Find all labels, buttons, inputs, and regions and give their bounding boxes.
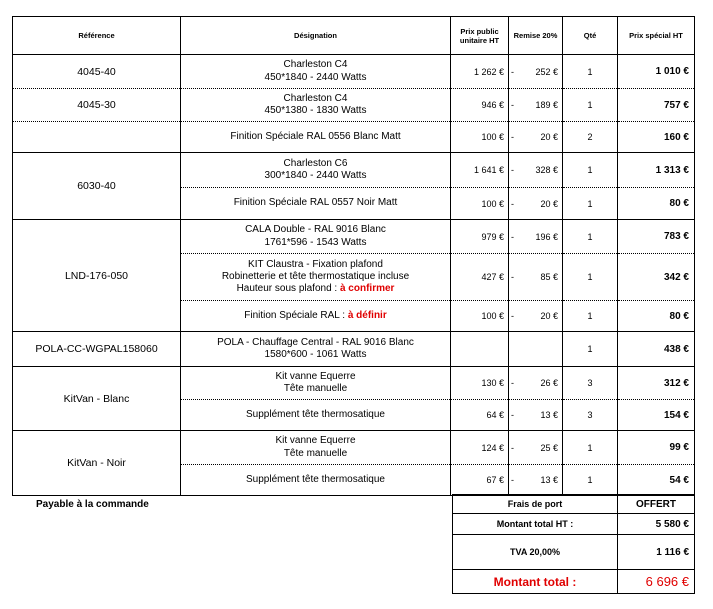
- quantity-cell: 1: [563, 55, 618, 89]
- discount-value: 328 €: [535, 165, 558, 175]
- col-header-special: Prix spécial HT: [618, 17, 695, 55]
- discount-dash: -: [511, 132, 514, 142]
- discount-cell: [509, 332, 563, 367]
- unit-price-cell: 124 €: [451, 431, 509, 465]
- special-price-cell: 757 €: [618, 89, 695, 122]
- grand-total-row: [453, 570, 695, 594]
- discount-cell: [509, 367, 563, 400]
- table-row: [13, 122, 695, 153]
- table-row: [13, 220, 695, 254]
- discount-cell: [509, 220, 563, 254]
- designation-line: Finition Spéciale RAL :: [244, 309, 348, 321]
- total-ht-row: [453, 514, 695, 535]
- unit-price-cell: 64 €: [451, 400, 509, 431]
- discount-dash: -: [511, 475, 514, 485]
- vat-label: TVA 20,00%: [453, 535, 618, 570]
- discount-value: 252 €: [535, 66, 558, 77]
- designation-line: Robinetterie et tête thermostatique incluse: [221, 270, 410, 282]
- special-price-cell: 80 €: [618, 301, 695, 332]
- discount-value: 26 €: [540, 378, 558, 388]
- quantity-cell: 1: [563, 431, 618, 465]
- col-header-prix: [451, 17, 509, 55]
- discount-cell: [509, 431, 563, 465]
- quantity-cell: 3: [563, 400, 618, 431]
- discount-dash: -: [511, 272, 514, 282]
- shipping-row: [453, 495, 695, 514]
- discount-cell: [509, 89, 563, 122]
- designation-line: POLA - Chauffage Central - RAL 9016 Blanc: [217, 336, 414, 348]
- designation-line: Kit vanne Equerre: [275, 435, 356, 447]
- designation-cell: [181, 301, 451, 332]
- designation-line: Kit vanne Equerre: [275, 370, 356, 382]
- reference-cell: LND-176-050: [13, 220, 181, 332]
- shipping-label: Frais de port: [453, 495, 618, 514]
- special-price-cell: 783 €: [618, 220, 695, 254]
- reference-cell: 4045-40: [13, 55, 181, 89]
- discount-cell: [509, 122, 563, 153]
- prix-header-line1: Prix public: [460, 26, 499, 36]
- special-price-cell: 154 €: [618, 400, 695, 431]
- unit-price-cell: 130 €: [451, 367, 509, 400]
- designation-cell: [181, 254, 451, 301]
- unit-price-cell: 1 641 €: [451, 153, 509, 188]
- discount-cell: [509, 301, 563, 332]
- reference-cell: 6030-40: [13, 153, 181, 220]
- unit-price-cell: 979 €: [451, 220, 509, 254]
- unit-price-cell: 100 €: [451, 122, 509, 153]
- table-row: [13, 332, 695, 367]
- discount-dash: -: [511, 378, 514, 388]
- designation-line: 450*1840 - 2440 Watts: [264, 71, 367, 83]
- col-header-remise: Remise 20%: [509, 17, 563, 55]
- col-header-designation: Désignation: [181, 17, 451, 55]
- designation-cell: Finition Spéciale RAL 0556 Blanc Matt: [181, 122, 451, 153]
- designation-line: KIT Claustra - Fixation plafond: [248, 258, 383, 270]
- quantity-cell: 3: [563, 367, 618, 400]
- quantity-cell: 2: [563, 122, 618, 153]
- discount-cell: [509, 254, 563, 301]
- discount-value: 20 €: [540, 132, 558, 142]
- unit-price-cell: [451, 332, 509, 367]
- discount-value: 196 €: [535, 231, 558, 242]
- unit-price-cell: 100 €: [451, 188, 509, 220]
- unit-price-cell: 67 €: [451, 465, 509, 496]
- designation-line: Charleston C4: [283, 92, 348, 104]
- grand-total-label: Montant total :: [453, 570, 618, 594]
- designation-line: 1761*596 - 1543 Watts: [264, 236, 367, 248]
- reference-cell: KitVan - Blanc: [13, 367, 181, 431]
- discount-dash: -: [511, 66, 514, 77]
- total-ht-value: 5 580 €: [618, 514, 695, 535]
- quantity-cell: 1: [563, 254, 618, 301]
- unit-price-cell: 1 262 €: [451, 55, 509, 89]
- discount-value: 13 €: [540, 475, 558, 485]
- discount-cell: [509, 153, 563, 188]
- table-row: [13, 153, 695, 188]
- designation-cell: [181, 367, 451, 400]
- discount-dash: -: [511, 231, 514, 242]
- to-define-note: à définir: [347, 309, 387, 321]
- quantity-cell: 1: [563, 89, 618, 122]
- col-header-qte: Qté: [563, 17, 618, 55]
- reference-cell: 4045-30: [13, 89, 181, 122]
- designation-line: Charleston C4: [283, 59, 348, 71]
- table-row: [13, 367, 695, 400]
- designation-cell: [181, 153, 451, 188]
- special-price-cell: 1 313 €: [618, 153, 695, 188]
- quantity-cell: 1: [563, 220, 618, 254]
- payment-terms: Payable à la commande: [36, 499, 149, 510]
- designation-line: Charleston C6: [283, 157, 348, 169]
- discount-value: 189 €: [535, 100, 558, 110]
- quantity-cell: 1: [563, 332, 618, 367]
- designation-cell: [181, 431, 451, 465]
- table-row: [13, 431, 695, 465]
- unit-price-cell: 100 €: [451, 301, 509, 332]
- designation-line: 300*1840 - 2440 Watts: [264, 170, 367, 181]
- reference-cell: KitVan - Noir: [13, 431, 181, 496]
- quantity-cell: 1: [563, 301, 618, 332]
- discount-dash: -: [511, 198, 514, 209]
- designation-line: 1580*600 - 1061 Watts: [264, 349, 367, 360]
- discount-dash: -: [511, 165, 514, 175]
- designation-cell: [181, 332, 451, 367]
- to-confirm-note: à confirmer: [339, 283, 395, 295]
- designation-cell: Supplément tête thermosatique: [181, 465, 451, 496]
- header-row: [13, 17, 695, 55]
- unit-price-cell: 946 €: [451, 89, 509, 122]
- discount-cell: [509, 188, 563, 220]
- vat-row: [453, 535, 695, 570]
- discount-dash: -: [511, 311, 514, 321]
- reference-cell: [13, 122, 181, 153]
- discount-cell: [509, 465, 563, 496]
- prix-header-line2: unitaire HT: [459, 35, 500, 45]
- special-price-cell: 312 €: [618, 367, 695, 400]
- discount-cell: [509, 400, 563, 431]
- special-price-cell: 99 €: [618, 431, 695, 465]
- quantity-cell: 1: [563, 465, 618, 496]
- summary-table: [452, 494, 695, 594]
- table-row: [13, 89, 695, 122]
- quantity-cell: 1: [563, 153, 618, 188]
- reference-cell: POLA-CC-WGPAL158060: [13, 332, 181, 367]
- discount-value: 20 €: [540, 198, 558, 209]
- designation-line: Tête manuelle: [283, 383, 348, 394]
- designation-cell: Finition Spéciale RAL 0557 Noir Matt: [181, 188, 451, 220]
- unit-price-cell: 427 €: [451, 254, 509, 301]
- special-price-cell: 80 €: [618, 188, 695, 220]
- special-price-cell: 160 €: [618, 122, 695, 153]
- col-header-reference: Référence: [13, 17, 181, 55]
- designation-line: Hauteur sous plafond :: [236, 283, 340, 295]
- discount-value: 85 €: [540, 272, 558, 282]
- special-price-cell: 438 €: [618, 332, 695, 367]
- discount-value: 13 €: [540, 410, 558, 420]
- vat-value: 1 116 €: [618, 535, 695, 570]
- designation-cell: [181, 220, 451, 254]
- designation-line: Tête manuelle: [283, 447, 348, 459]
- discount-value: 20 €: [540, 311, 558, 321]
- discount-cell: [509, 55, 563, 89]
- special-price-cell: 54 €: [618, 465, 695, 496]
- discount-value: 25 €: [540, 442, 558, 453]
- grand-total-value: 6 696 €: [618, 570, 695, 594]
- special-price-cell: 1 010 €: [618, 55, 695, 89]
- quantity-cell: 1: [563, 188, 618, 220]
- quote-table: [12, 16, 695, 496]
- special-price-cell: 342 €: [618, 254, 695, 301]
- discount-dash: -: [511, 442, 514, 453]
- total-ht-label: Montant total HT :: [453, 514, 618, 535]
- designation-cell: Supplément tête thermosatique: [181, 400, 451, 431]
- designation-line: 450*1380 - 1830 Watts: [264, 105, 367, 116]
- table-row: [13, 55, 695, 89]
- designation-line: CALA Double - RAL 9016 Blanc: [245, 224, 386, 236]
- discount-dash: -: [511, 100, 514, 110]
- shipping-value: OFFERT: [618, 495, 695, 514]
- discount-dash: -: [511, 410, 514, 420]
- designation-cell: [181, 55, 451, 89]
- designation-cell: [181, 89, 451, 122]
